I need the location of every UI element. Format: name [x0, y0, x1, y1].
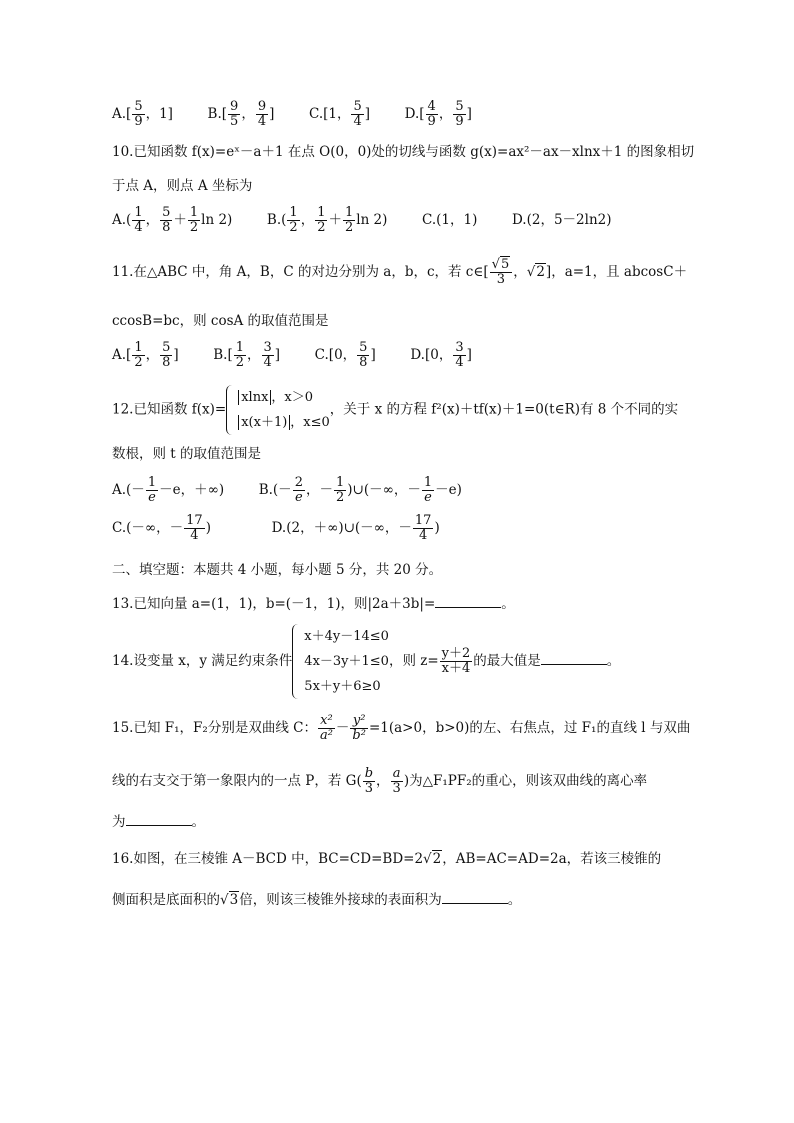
separator: ，: [438, 106, 453, 123]
constraint: x＋4y－14≤0: [304, 629, 389, 644]
option-a-prefix: A.[: [112, 347, 132, 364]
q15-text: =1(a>0，b>0)的左、右焦点，过 F₁的直线 l 与双曲: [368, 720, 691, 737]
fraction: [350, 714, 368, 743]
numerator: 9: [257, 99, 267, 114]
constraint: 5x＋y＋6≥0: [304, 679, 381, 694]
option-d-prefix: D.(2，＋∞)∪(－∞，－: [271, 520, 412, 537]
denominator: b²: [352, 728, 366, 744]
numerator: 1: [134, 205, 143, 220]
fraction: [318, 714, 335, 743]
denominator: 2: [289, 220, 298, 236]
denominator: 8: [359, 355, 368, 371]
denominator: 4: [190, 528, 199, 544]
option-d-suffix: ]: [466, 347, 472, 364]
numerator: 3: [455, 340, 464, 355]
q13: [112, 595, 515, 612]
condition: ，x＞0: [271, 390, 314, 405]
option-a-suffix: ]: [173, 347, 179, 364]
q16-text: 16.如图，在三棱锥 A－BCD 中，BC=CD=BD=2: [112, 851, 424, 867]
numerator: y＋2: [441, 645, 471, 661]
q15-line3: [112, 813, 205, 830]
fraction: [363, 767, 375, 796]
fraction: [334, 476, 346, 505]
denominator: x＋4: [441, 661, 471, 676]
q16-text: 侧面积是底面积的: [112, 892, 220, 908]
fraction: [287, 206, 299, 235]
fraction: [440, 647, 473, 676]
denominator: 4: [263, 355, 272, 371]
numerator: 5: [359, 340, 368, 355]
numerator: 17: [186, 513, 203, 528]
fraction: [343, 206, 355, 235]
q16-text: ，AB=AC=AD=2a，若该三棱锥的: [442, 851, 662, 867]
option-b-suffix: ]: [269, 106, 275, 123]
q12-stem-line1: [112, 385, 678, 435]
denominator: 9: [455, 114, 464, 130]
q15-text: 线的右支交于第一象限内的一点 P，若 G(: [112, 773, 362, 790]
option-a-prefix: A.(－: [112, 482, 145, 499]
numerator: 5: [134, 99, 143, 114]
numerator: 2: [294, 475, 303, 490]
denominator: 8: [162, 220, 171, 236]
period: 。: [191, 814, 205, 830]
numerator: y²: [350, 714, 368, 729]
q9-options: [112, 100, 472, 129]
denominator: 3: [392, 781, 401, 797]
q10-options: [112, 206, 612, 235]
numerator: 5: [455, 99, 464, 114]
option-b-prefix: B.(－: [258, 482, 292, 499]
option-a-suffix: ，1]: [145, 106, 173, 123]
q14: [112, 624, 620, 699]
denominator: 4: [134, 220, 143, 236]
option-c-prefix: C.[1，: [308, 106, 351, 123]
q12-options-cd: [112, 514, 440, 543]
q12-stem-line2: 数根，则 t 的取值范围是: [112, 446, 262, 462]
fraction: [146, 476, 158, 505]
q14-text: ，则 z=: [388, 653, 439, 669]
q12-text: 12.已知函数 f(x)=: [112, 401, 227, 418]
q15-line2: [112, 767, 647, 796]
option-d-suffix: ]: [466, 106, 472, 123]
answer-blank[interactable]: [442, 891, 508, 904]
q15-text: )为△F₁PF₂的重心，则该双曲线的离心率: [403, 773, 648, 790]
option-d: D.(2，5－2ln2): [511, 212, 612, 229]
absolute-value: xlnx: [238, 390, 271, 405]
denominator: 3: [496, 272, 506, 288]
denominator: 2: [134, 355, 143, 371]
denominator: 4: [353, 114, 362, 130]
q14-text: 的最大值是: [473, 653, 541, 669]
denominator: 2: [235, 355, 245, 371]
option-c-prefix: C.[0，: [314, 347, 357, 364]
q16-text: 倍，则该三棱锥外接球的表面积为: [239, 892, 442, 908]
answer-blank[interactable]: [126, 813, 192, 826]
fraction: [262, 341, 274, 370]
q11-stem-line1: 11.在△ABC 中，角 A，B，C 的对边分别为 a，b，c，若 c∈[ $\frac{√5}{3}$ ，√2]，a=1，且 abcosC＋: [112, 257, 688, 288]
numerator: 4: [427, 99, 436, 114]
option-b-suffix: ]: [274, 347, 281, 364]
fraction: [234, 341, 246, 370]
constraint: 4x－3y＋1≤0: [304, 654, 389, 669]
fraction: [160, 206, 172, 235]
numerator: b: [364, 766, 374, 781]
denominator: 4: [455, 355, 464, 371]
numerator: 17: [414, 513, 432, 528]
denominator: e: [148, 490, 156, 506]
numerator: 1: [134, 340, 143, 355]
separator: ，: [145, 347, 160, 364]
numerator: 3: [263, 340, 272, 355]
numerator: x²: [318, 714, 335, 729]
option-c: C.(1，1): [422, 212, 478, 229]
fraction: [391, 767, 403, 796]
fraction: [184, 514, 205, 543]
separator: ，: [241, 106, 255, 123]
numerator: 1: [289, 205, 298, 220]
option-b-prefix: B.(: [266, 212, 287, 229]
denominator: e: [424, 490, 432, 506]
separator: ，: [247, 347, 261, 364]
q15-text: 为: [112, 814, 126, 830]
fraction: [453, 100, 465, 129]
denominator: 4: [419, 528, 428, 544]
q15-line1: [112, 714, 690, 743]
denominator: 2: [335, 490, 345, 506]
option-b-suffix: －e): [435, 482, 462, 499]
separator: ，: [300, 212, 315, 229]
fraction: [453, 341, 465, 370]
denominator: 3: [364, 781, 374, 797]
denominator: a²: [319, 728, 333, 744]
period: 。: [501, 596, 515, 612]
denominator: 2: [344, 220, 354, 236]
denominator: 9: [134, 114, 143, 130]
plus-sign: ＋: [328, 212, 342, 229]
separator: ，－: [305, 482, 333, 499]
fraction: [132, 341, 144, 370]
q10-stem-line1: 10.已知函数 f(x)=eˣ－a＋1 在点 O(0，0)处的切线与函数 g(x)=ax²－ax－xlnx＋1 的图象相切: [112, 144, 695, 160]
denominator: 9: [427, 114, 436, 130]
fraction: [422, 476, 434, 505]
q14-text: 14.设变量 x，y 满足约束条件: [112, 653, 293, 669]
option-b-suffix: ln 2): [356, 212, 388, 229]
option-c-suffix: ]: [364, 106, 371, 123]
numerator: a: [391, 767, 403, 782]
option-a-suffix: ln 2): [201, 212, 233, 229]
denominator: e: [294, 490, 303, 506]
option-d-prefix: D.[0，: [410, 347, 453, 364]
q13-text: 13.已知向量 a=(1，1)，b=(－1，1)，则|2a＋3b|=: [112, 596, 436, 612]
section-heading: 二、填空题：本题共 4 小题，每小题 5 分，共 20 分。: [112, 562, 443, 578]
minus-sign: －: [335, 720, 350, 737]
radicand: 2: [536, 264, 545, 281]
q11-text: ]，a=1，且 abcosC＋: [545, 264, 688, 281]
fraction: [426, 100, 438, 129]
q10-stem-line2: 于点 A，则点 A 坐标为: [112, 178, 253, 194]
numerator: 9: [230, 99, 239, 114]
numerator: 1: [423, 475, 433, 490]
option-b-prefix: B.[: [213, 347, 233, 364]
option-d-suffix: ): [434, 520, 440, 537]
numerator: 1: [335, 475, 345, 490]
radicand: 5: [500, 257, 510, 272]
fraction: [228, 100, 240, 129]
period: 。: [606, 653, 621, 669]
option-c-suffix: ]: [370, 347, 376, 364]
condition: ，x≤0: [290, 415, 330, 430]
option-c-prefix: C.(－∞，－: [112, 520, 184, 537]
option-a-suffix: －e，＋∞): [159, 482, 225, 499]
denominator: 8: [162, 355, 171, 371]
q12-text: ，关于 x 的方程 f²(x)＋tf(x)＋1=0(t∈R)有 8 个不同的实: [329, 401, 679, 418]
denominator: 5: [230, 114, 239, 130]
numerator: 1: [235, 340, 245, 355]
q16-line1: 16.如图，在三棱锥 A－BCD 中，BC=CD=BD=2√2，AB=AC=AD=2a，若该三棱锥的: [112, 851, 662, 867]
numerator: 5: [353, 99, 362, 114]
numerator: 5: [162, 340, 171, 355]
q11-text: 11.在△ABC 中，角 A，B，C 的对边分别为 a，b，c，若 c∈[: [112, 264, 489, 281]
denominator: 2: [189, 220, 199, 236]
separator: )∪(－∞，－: [347, 482, 421, 499]
constraint-system: [292, 624, 389, 699]
radicand: 2: [432, 851, 442, 867]
fraction: [256, 100, 268, 129]
option-a-prefix: A.[: [112, 106, 132, 123]
separator: ，: [376, 773, 390, 790]
piecewise-function: [226, 385, 330, 435]
option-d-prefix: D.[: [404, 106, 425, 123]
q15-text: 15.已知 F₁，F₂分别是双曲线 C：: [112, 720, 317, 737]
option-b-prefix: B.[: [207, 106, 228, 123]
fraction: [188, 206, 200, 235]
numerator: 1: [344, 205, 354, 220]
separator: ，: [513, 264, 527, 281]
q12-options-ab: [112, 476, 462, 505]
q11-stem-line2: ccosB=bc，则 cosA 的取值范围是: [112, 313, 329, 329]
fraction: [160, 341, 172, 370]
numerator: √5: [490, 258, 513, 273]
numerator: 1: [147, 475, 157, 490]
q16-line2: 侧面积是底面积的√3倍，则该三棱锥外接球的表面积为 。: [112, 892, 522, 908]
q11-options: [112, 341, 472, 370]
fraction: [490, 258, 513, 287]
fraction: [132, 206, 144, 235]
fraction: [357, 341, 369, 370]
option-a-prefix: A.(: [112, 212, 132, 229]
period: 。: [507, 892, 522, 908]
separator: ，: [145, 212, 160, 229]
option-c-suffix: ): [205, 520, 211, 537]
answer-blank[interactable]: [541, 652, 607, 665]
numerator: 1: [317, 205, 326, 220]
fraction: [293, 476, 305, 505]
fraction: [315, 206, 327, 235]
answer-blank[interactable]: [435, 595, 501, 608]
numerator: 1: [189, 205, 199, 220]
radicand: 3: [229, 892, 239, 908]
fraction: [413, 514, 434, 543]
fraction: [132, 100, 144, 129]
numerator: 5: [162, 205, 171, 220]
denominator: 4: [257, 114, 267, 130]
fraction: [351, 100, 363, 129]
denominator: 2: [317, 220, 326, 236]
plus-sign: ＋: [173, 212, 187, 229]
absolute-value: x(x＋1): [238, 415, 290, 430]
